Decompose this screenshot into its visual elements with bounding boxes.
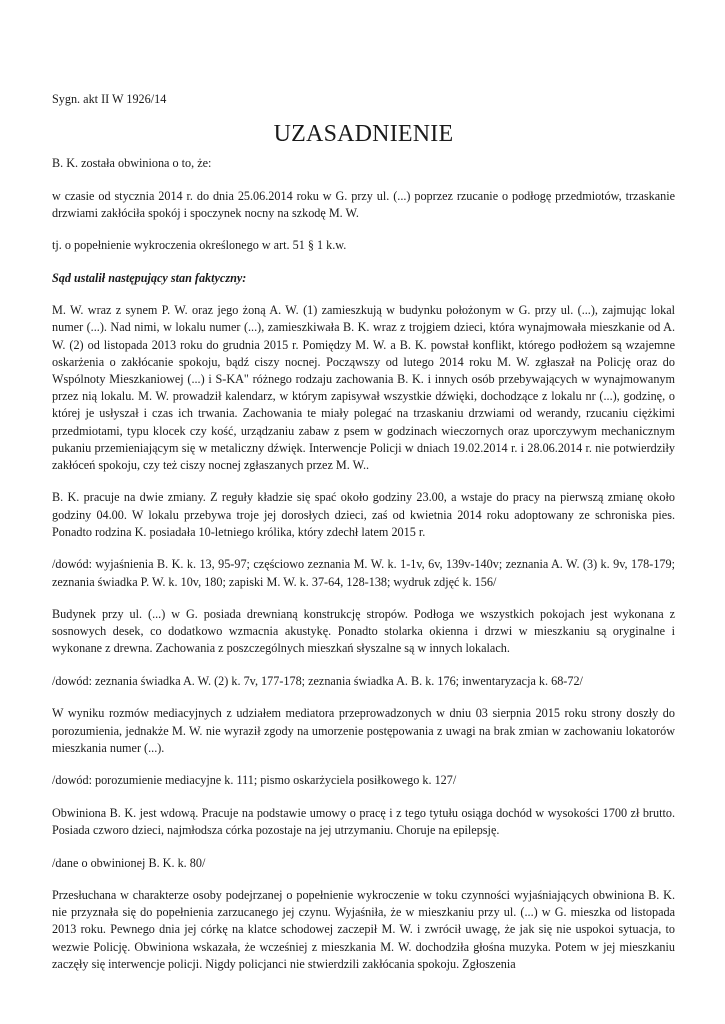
body-paragraph: W wyniku rozmów mediacyjnych z udziałem mediatora przeprowadzonych w dniu 03 sierpnia 2015 roku strony doszły do porozumienia, jednakże M. W. nie wyraził zgody na umorzenie postępowania z uwagi na brak zmian w zachowaniu lokatorów mieszkania numer (...). [52,706,675,755]
charge-legal-basis: tj. o popełnienie wykroczenia określonego w art. 51 § 1 k.w. [52,238,347,253]
charge-description: w czasie od stycznia 2014 r. do dnia 25.06.2014 roku w G. przy ul. (...) poprzez rzucanie o podłogę przedmiotów, trzaskanie drzwiami zakłóciła spokój i spoczynek nocny na szkodę M. W. [52,188,675,220]
section-heading: Sąd ustalił następujący stan faktyczny: [52,270,247,285]
body-paragraph: B. K. pracuje na dwie zmiany. Z reguły kładzie się spać około godziny 23.00, a wstaje do pracy na pierwszą zmianę około godziny 04.00. W lokalu przebywa troje jej dorosłych dzieci, zaś od kwietnia 2014 roku adoptowany ze schroniska pies. Ponadto rodzina K. posiadała 10-letniego królika, który zdechł latem 2015 r. [52,490,675,539]
body-paragraph: Budynek przy ul. (...) w G. posiada drewnianą konstrukcję stropów. Podłoga we wszystkich pokojach jest wykonana z sosnowych desek, co dodatkowo wzmacnia akustykę. Ponadto stolarka okienna i drzwi w mieszkaniu są oryginalne i wykonane z drewna. Zachowania z poszczególnych mieszkań słyszalne są w innych lokalach. [52,607,675,656]
evidence-note: /dowód: zeznania świadka A. W. (2) k. 7v, 177-178; zeznania świadka A. B. k. 176; inwentaryzacja k. 68-72/ [52,673,583,688]
body-paragraph: Przesłuchana w charakterze osoby podejrzanej o popełnienie wykroczenie w toku czynności wyjaśniających obwiniona B. K. nie przyznała się do popełnienia zarzucanego jej czynu. Wyjaśniła, że w mieszkaniu przy ul. (...) w G. mieszka od listopada 2013 roku. Pewnego dnia jej córkę na klatce schodowej zaczepił M. W. i zwrócił uwagę, że jak się nie uspokoi sytuacja, to wezwie Policję. Obwiniona wskazała, że wcześniej z mieszkania M. W. dochodziła głośna muzyka. Potem w jej mieszkaniu zaczęły się interwencje policji. Nigdy policjanci nie stwierdzili zakłócania spokoju. Zgłoszenia [52,888,675,971]
evidence-note: /dowód: porozumienie mediacyjne k. 111; pismo oskarżyciela posiłkowego k. 127/ [52,773,457,788]
evidence-note: /dowód: wyjaśnienia B. K. k. 13, 95-97; częściowo zeznania M. W. k. 1-1v, 6v, 139v-140v; zeznania A. W. (3) k. 9v, 178-179; zeznania świadka P. W. k. 10v, 180; zapiski M. W. k. 37-64, 128-138; wydruk zdjęć k. 156/ [52,557,675,589]
body-paragraph: M. W. wraz z synem P. W. oraz jego żoną A. W. (1) zamieszkują w budynku położonym w G. przy ul. (...), zajmując lokal numer (...). Nad nimi, w lokalu numer (...), zamieszkiwała B. K. wraz z trojgiem dzieci, która wynajmowała mieszkanie od A. W. (2) od listopada 2013 roku do grudnia 2015 r. Pomiędzy M. W. a B. K. powstał konflikt, którego podłożem są wzajemne oskarżenia o zakłócanie spokoju, bądź ciszy nocnej. Począwszy od lutego 2014 roku M. W. zgłaszał na Policję oraz do Wspólnoty Mieszkaniowej (...) i S-KA" różnego rodzaju zachowania B. K. i innych osób przebywających w wynajmowanym przez nią lokalu. M. W. prowadził kalendarz, w którym zapisywał wszystkie dźwięki, dochodzące z lokalu nr (...), godzinę, o której je usłyszał i czas ich trwania. Zachowania te miały polegać na trzaskaniu drzwiami od werandy, rzucaniu ciężkimi przedmiotami, typu klocek czy kość, urządzaniu zabaw z psem w godzinach wieczornych oraz uporczywym mechanicznym pukaniu przemieniającym się w metaliczny dźwięk. Interwencje Policji w dniach 19.02.2014 r. i 28.06.2014 r. nie potwierdziły zakłóceń spokoju, czy też ciszy nocnej zgłaszanych przez M. W.. [52,303,675,472]
evidence-note: /dane o obwinionej B. K. k. 80/ [52,855,206,870]
document-title: UZASADNIENIE [273,121,454,148]
case-signature: Sygn. akt II W 1926/14 [52,92,167,106]
body-paragraph: Obwiniona B. K. jest wdową. Pracuje na podstawie umowy o pracę i z tego tytułu osiąga dochód w wysokości 1700 zł brutto. Posiada czworo dzieci, najmłodsza córka pozostaje na jej utrzymaniu. Choruje na epilepsję. [52,805,675,838]
charge-intro: B. K. została obwiniona o to, że: [52,156,212,171]
